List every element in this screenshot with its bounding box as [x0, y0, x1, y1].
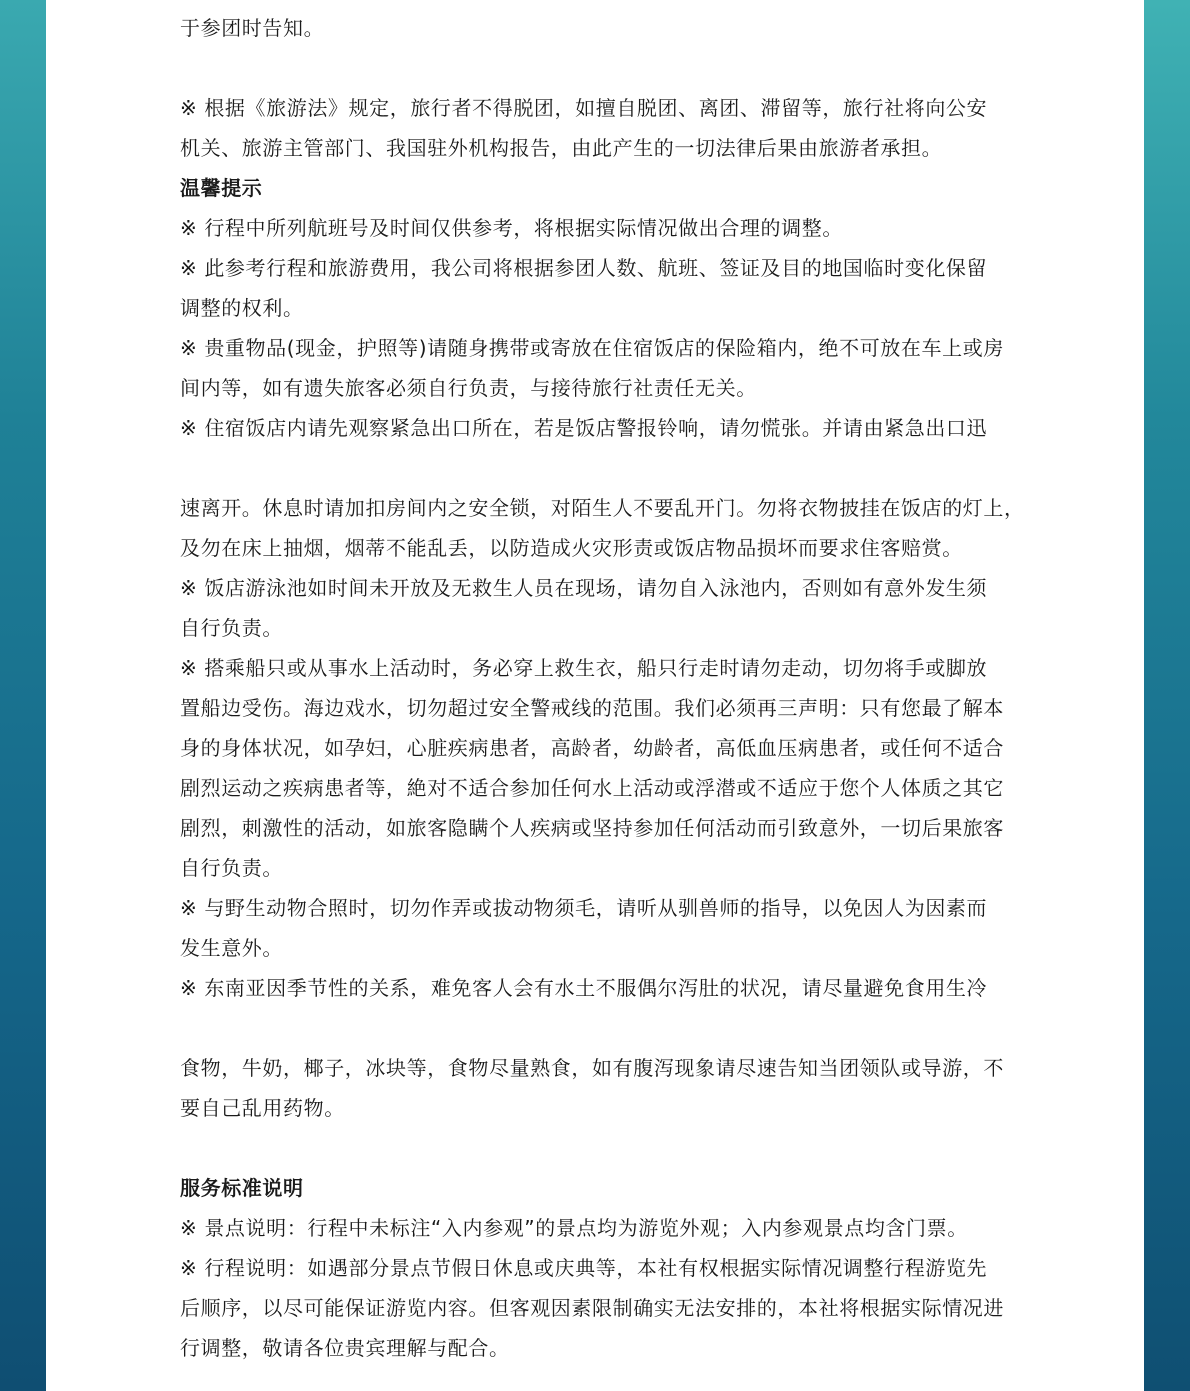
- text-line: 自行负责。: [180, 856, 283, 880]
- text-line: 及勿在床上抽烟，烟蒂不能乱丢，以防造成火灾形责或饭店物品损坏而要求住客赔赏。: [180, 536, 963, 560]
- text-line: 速离开。休息时请加扣房间内之安全锁，对陌生人不要乱开门。勿将衣物披挂在饭店的灯上，: [180, 496, 1025, 520]
- text-line: 剧烈，刺激性的活动，如旅客隐瞒个人疾病或坚持参加任何活动而引致意外，一切后果旅客: [180, 816, 1004, 840]
- text-line: ※ 东南亚因季节性的关系，难免客人会有水土不服偶尔泻肚的状况，请尽量避免食用生冷: [180, 976, 988, 1000]
- blank-line: [180, 48, 1015, 88]
- text-line: 剧烈运动之疾病患者等，絶对不适合参加任何水上活动或浮潜或不适应于您个人体质之其它: [180, 776, 1004, 800]
- right-decorative-border: [1144, 0, 1190, 1391]
- text-line: ※ 贵重物品(现金，护照等)请随身携带或寄放在住宿饭店的保险箱内，绝不可放在车上或房: [180, 336, 1004, 360]
- text-line: ※ 搭乘船只或从事水上活动时，务必穿上救生衣，船只行走时请勿走动，切勿将手或脚放: [180, 656, 988, 680]
- text-line: ※ 饭店游泳池如时间未开放及无救生人员在现场，请勿自入泳池内，否则如有意外发生须: [180, 576, 988, 600]
- section-heading: 温馨提示: [180, 176, 263, 200]
- text-line: 身的身体状况，如孕妇，心脏疾病患者，高龄者，幼龄者，高低血压病患者，或任何不适合: [180, 736, 1004, 760]
- text-line: ※ 行程说明：如遇部分景点节假日休息或庆典等，本社有权根据实际情况调整行程游览先: [180, 1256, 988, 1280]
- section-heading: 服务标准说明: [180, 1176, 304, 1200]
- left-decorative-border: [0, 0, 46, 1391]
- text-line: ※ 此参考行程和旅游费用，我公司将根据参团人数、航班、签证及目的地国临时变化保留: [180, 256, 988, 280]
- text-line: ※ 住宿饭店内请先观察紧急出口所在，若是饭店警报铃响，请勿慌张。并请由紧急出口迅: [180, 416, 988, 440]
- text-line: 发生意外。: [180, 936, 283, 960]
- text-line: 自行负责。: [180, 616, 283, 640]
- text-line: ※ 行程中所列航班号及时间仅供参考，将根据实际情况做出合理的调整。: [180, 216, 843, 240]
- text-line: 调整的权利。: [180, 296, 304, 320]
- text-line: 食物，牛奶，椰子，冰块等，食物尽量熟食，如有腹泻现象请尽速告知当团领队或导游，不: [180, 1056, 1004, 1080]
- blank-line: [180, 1008, 1015, 1048]
- document-content: [180, 8, 1025, 1368]
- text-line: 行调整，敬请各位贵宾理解与配合。: [180, 1336, 510, 1360]
- text-line: 要自己乱用药物。: [180, 1096, 345, 1120]
- text-line: 后顺序，以尽可能保证游览内容。但客观因素限制确实无法安排的，本社将根据实际情况进: [180, 1296, 1004, 1320]
- blank-line: [180, 1128, 1015, 1168]
- text-line: ※ 景点说明：行程中未标注“入内参观”的景点均为游览外观；入内参观景点均含门票。: [180, 1216, 968, 1240]
- text-line: ※ 根据《旅游法》规定，旅行者不得脱团，如擅自脱团、离团、滞留等，旅行社将向公安: [180, 96, 988, 120]
- text-line: 机关、旅游主管部门、我国驻外机构报告，由此产生的一切法律后果由旅游者承担。: [180, 136, 943, 160]
- text-line: ※ 与野生动物合照时，切勿作弄或拔动物须毛，请听从驯兽师的指导，以免因人为因素而: [180, 896, 988, 920]
- text-line: 间内等，如有遗失旅客必须自行负责，与接待旅行社责任无关。: [180, 376, 757, 400]
- text-line: 于参团时告知。: [180, 16, 325, 40]
- blank-line: [180, 448, 1015, 488]
- document-page: [46, 0, 1144, 1391]
- text-line: 置船边受伤。海边戏水，切勿超过安全警戒线的范围。我们必须再三声明：只有您最了解本: [180, 696, 1004, 720]
